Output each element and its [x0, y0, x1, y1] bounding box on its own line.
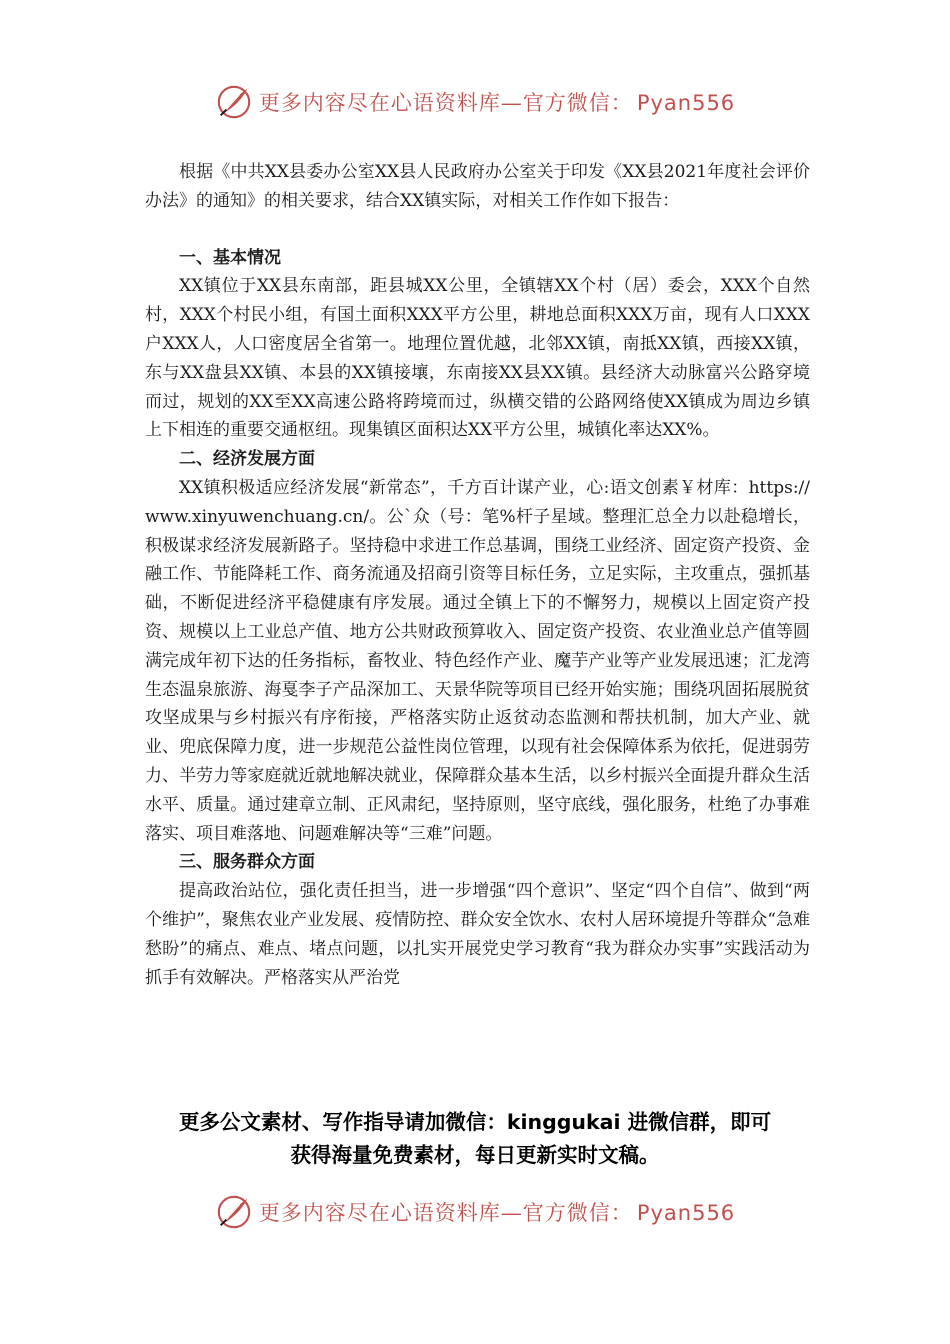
section-body-basic-info: XX镇位于XX县东南部，距县城XX公里，全镇辖XX个村（居）委会，XXX个自然村，XXX个村民小组，有国土面积XXX平方公里，耕地总面积XXX万亩，现有人口XXX户XXX人，人口密度居全省第一。地理位置优越，北邻XX镇，南抵XX镇，西接XX镇，东与XX盘县XX镇、本县的XX镇接壤，东南接XX县XX镇。县经济大动脉富兴公路穿境而过，规划的XX至XX高速公路将跨境而过，纵横交错的公路网络使XX镇成为周边乡镇上下相连的重要交通枢纽。现集镇区面积达XX平方公里，城镇化率达XX%。 [145, 276, 810, 441]
bottom-watermark-banner [0, 1190, 950, 1234]
section-heading-service: 三、服务群众方面 [179, 852, 315, 873]
document-body [145, 158, 810, 992]
watermark-label: 更多内容尽在心语资料库—官方微信： [258, 91, 633, 115]
section-heading-economy: 二、经济发展方面 [179, 449, 315, 470]
promo-notice [100, 1106, 850, 1172]
watermark-wechat-id: Pyan556 [636, 1201, 736, 1225]
paragraph-spacer [145, 216, 810, 244]
quill-logo-icon [215, 83, 253, 121]
watermark-text [259, 1197, 735, 1227]
promo-line-2: 获得海量免费素材，每日更新实时文稿。 [290, 1143, 660, 1167]
watermark-text [259, 87, 735, 117]
intro-paragraph: 根据《中共XX县委办公室XX县人民政府办公室关于印发《XX县2021年度社会评价办法》的通知》的相关要求，结合XX镇实际，对相关工作作如下报告： [145, 162, 810, 211]
promo-line-1: 更多公文素材、写作指导请加微信：kinggukai 进微信群，即可 [178, 1110, 772, 1134]
top-watermark-banner [0, 80, 950, 124]
quill-logo-icon [215, 1193, 253, 1231]
section-body-economy: XX镇积极适应经济发展“新常态”，千方百计谋产业，心:语文创素￥材库：https://www.xinyuwenchuang.cn/。公`众（号：笔%杆子星域。整理汇总全力以赴稳增长，积极谋求经济发展新路子。坚持稳中求进工作总基调，围绕工业经济、固定资产投资、金融工作、节能降耗工作、商务流通及招商引资等目标任务，立足实际，主攻重点，强抓基础，不断促进经济平稳健康有序发展。通过全镇上下的不懈努力，规模以上固定资产投资、规模以上工业总产值、地方公共财政预算收入、固定资产投资、农业渔业总产值等圆满完成年初下达的任务指标，畜牧业、特色经作产业、魔芋产业等产业发展迅速；汇龙湾生态温泉旅游、海戛李子产品深加工、天景华院等项目已经开始实施；围绕巩固拓展脱贫攻坚成果与乡村振兴有序衔接，严格落实防止返贫动态监测和帮扶机制，加大产业、就业、兜底保障力度，进一步规范公益性岗位管理，以现有社会保障体系为依托，促进弱劳力、半劳力等家庭就近就地解决就业，保障群众基本生活，以乡村振兴全面提升群众生活水平、质量。通过建章立制、正风肃纪，坚持原则，坚守底线，强化服务，杜绝了办事难落实、项目难落地、问题难解决等“三难”问题。 [145, 477, 810, 844]
section-heading-basic-info: 一、基本情况 [179, 247, 281, 268]
watermark-wechat-id: Pyan556 [636, 91, 736, 115]
watermark-label: 更多内容尽在心语资料库—官方微信： [258, 1201, 633, 1225]
section-body-service: 提高政治站位，强化责任担当，进一步增强“四个意识”、坚定“四个自信”、做到“两个维护”，聚焦农业产业发展、疫情防控、群众安全饮水、农村人居环境提升等群众“急难愁盼”的痛点、难点、堵点问题，以扎实开展党史学习教育“我为群众办实事”实践活动为抓手有效解决。严格落实从严治党 [145, 881, 810, 988]
